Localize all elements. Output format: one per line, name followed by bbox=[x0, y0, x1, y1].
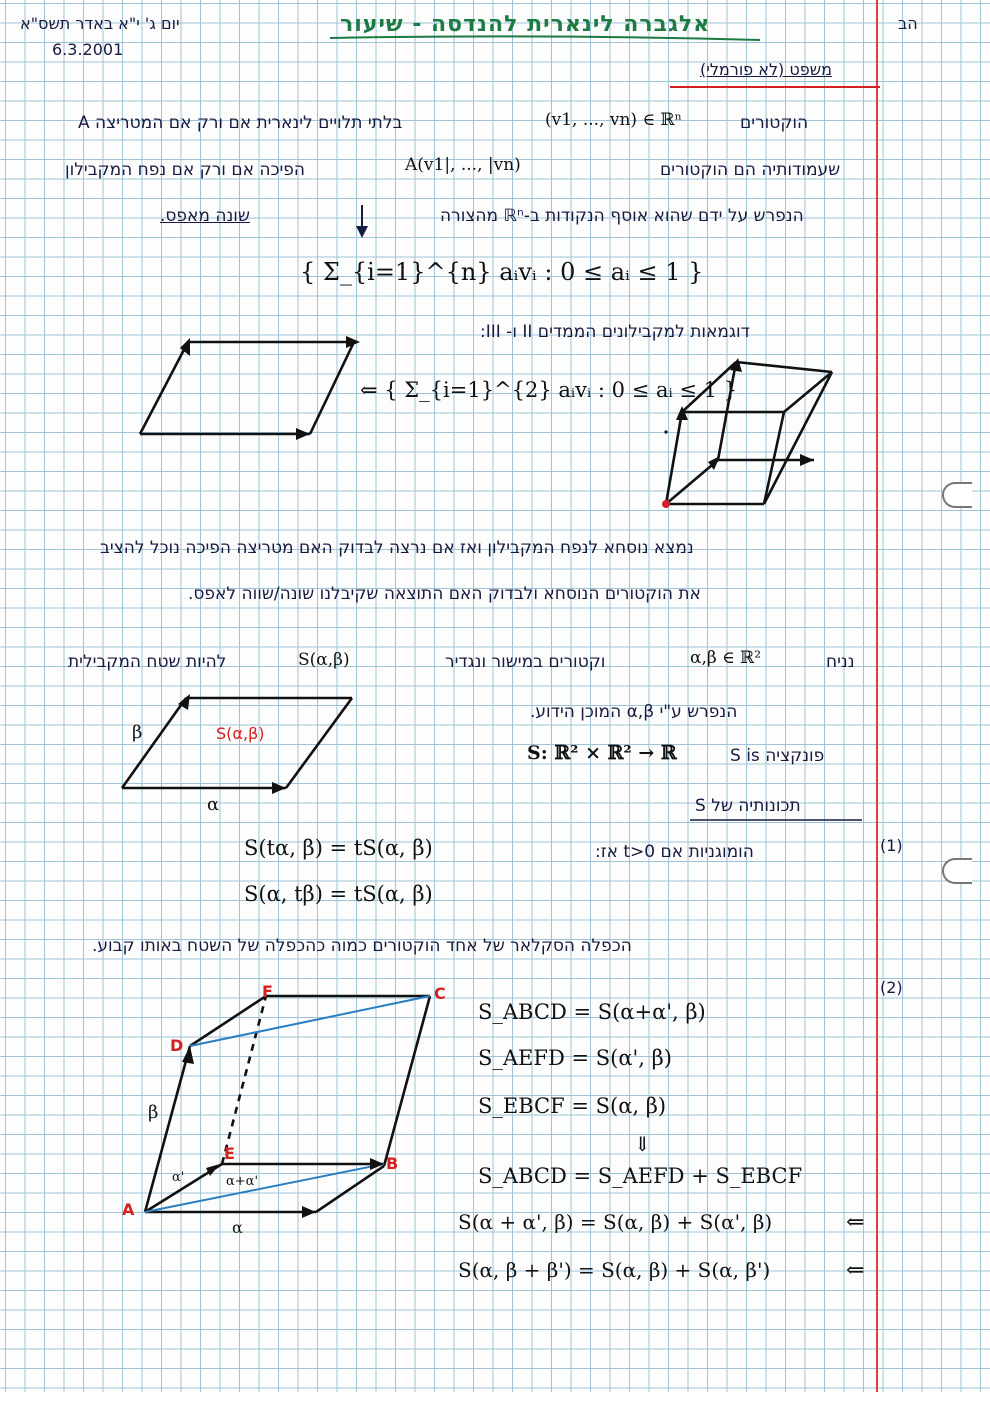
area-line1-rest: וקטורים במישור ונגדיר bbox=[445, 652, 606, 672]
area-line1-text: נניח bbox=[826, 652, 855, 672]
label-alpha-diagram: α bbox=[232, 1218, 243, 1237]
function-math: S: ℝ² × ℝ² → ℝ bbox=[527, 742, 677, 764]
eq-additivity-beta: S(α, β + β') = S(α, β) + S(α, β') bbox=[458, 1258, 771, 1282]
eq-s-aefd: S_AEFD = S(α', β) bbox=[478, 1046, 672, 1070]
implies-icon-2: ⇐ bbox=[846, 1258, 865, 1283]
theorem-line2-rest: הפיכה אם ורק אם נפח המקבילון bbox=[65, 160, 306, 180]
date: 6.3.2001 bbox=[52, 40, 124, 59]
property-1-number: (1) bbox=[880, 836, 903, 855]
point-c: C bbox=[434, 984, 446, 1003]
theorem-line2-math: A(v1|, ..., |vn) bbox=[405, 155, 521, 175]
property-1-eq1: S(tα, β) = tS(α, β) bbox=[244, 836, 433, 860]
point-f: F bbox=[262, 982, 273, 1001]
theorem-line2-text: שעמודותיה הם הוקטורים bbox=[660, 160, 841, 180]
property-2-number: (2) bbox=[880, 978, 903, 997]
point-b: B bbox=[386, 1154, 399, 1173]
hebrew-date: יום ג' י"א באדר תשס"א bbox=[20, 14, 180, 33]
theorem-line1-math: (v1, ..., vn) ∈ ℝⁿ bbox=[545, 110, 682, 130]
theorem-line3-rest: שונה מאפס. bbox=[160, 206, 250, 226]
set-formula: { Σ_{i=1}^{n} aᵢvᵢ : 0 ≤ aᵢ ≤ 1 } bbox=[300, 258, 704, 286]
label-s-alpha-beta: S(α,β) bbox=[216, 724, 265, 743]
eq-s-abcd: S_ABCD = S(α+α', β) bbox=[478, 1000, 706, 1024]
point-d: D bbox=[170, 1036, 184, 1055]
property-1-text: הומוגניות אם t>0 אז: bbox=[595, 842, 754, 862]
page-mark: הב bbox=[898, 14, 918, 33]
label-beta: β bbox=[132, 722, 143, 743]
eq-additivity-alpha: S(α + α', β) = S(α, β) + S(α', β) bbox=[458, 1210, 773, 1234]
theorem-line3-text: הנפרש על ידם שהוא אוסף הנקודות ב-ℝⁿ מהצורה bbox=[440, 206, 804, 226]
label-alpha-prime: α' bbox=[172, 1170, 185, 1185]
goal-line1: נמצא נוסחא לנפח המקבילון ואז אם נרצה לבדוק האם מטריצה הפיכה נוכל להציב bbox=[100, 538, 694, 558]
area-line1-math: α,β ∈ ℝ² bbox=[690, 648, 762, 668]
formula-2d: ⇐ { Σ_{i=1}^{2} aᵢvᵢ : 0 ≤ aᵢ ≤ 1 } bbox=[360, 378, 738, 402]
theorem-line1-rest: בלתי תלויים לינארית אם ורק אם המטריצה A bbox=[78, 113, 403, 133]
properties-heading: תכונותיה של S bbox=[695, 796, 801, 816]
theorem-heading: משפט (לא פורמלי) bbox=[700, 60, 832, 79]
label-beta-diagram: β bbox=[148, 1102, 159, 1123]
area-line1-end: להיות שטח המקבילית bbox=[68, 652, 227, 672]
point-a: A bbox=[122, 1200, 135, 1219]
property-1-note: הכפלה הסקלאר של אחד הוקטורים כמוה כהכפלה של השטח באותו קבוע. bbox=[92, 936, 632, 956]
property-1-eq2: S(α, tβ) = tS(α, β) bbox=[244, 882, 433, 906]
function-label: S is פונקציה bbox=[730, 746, 825, 766]
page-edge bbox=[0, 1392, 990, 1402]
area-line1-math2: S(α,β) bbox=[298, 650, 350, 670]
label-alpha: α bbox=[207, 794, 220, 815]
goal-line2: את הוקטורים הנוסחא ולבדוק האם התוצאה שקיבלנו שונה/שווה לאפס. bbox=[188, 584, 701, 604]
eq-s-ebcf: S_EBCF = S(α, β) bbox=[478, 1094, 667, 1118]
area-line2: הנפרש ע"י α,β המוכן הידוע. bbox=[530, 702, 738, 722]
theorem-line1-text: הוקטורים bbox=[740, 113, 809, 133]
point-e: E bbox=[224, 1144, 235, 1163]
examples-heading: דוגמאות למקבילונים הממדים II ו- III: bbox=[480, 322, 750, 342]
page-title: אלגברה לינארית להנדסה - שיעור bbox=[340, 12, 711, 37]
eq-s-sum: S_ABCD = S_AEFD + S_EBCF bbox=[478, 1164, 803, 1188]
down-implies-icon: ⇓ bbox=[634, 1132, 651, 1156]
implies-icon-1: ⇐ bbox=[846, 1210, 865, 1235]
label-alpha-plus-alpha-prime: α+α' bbox=[226, 1174, 259, 1189]
